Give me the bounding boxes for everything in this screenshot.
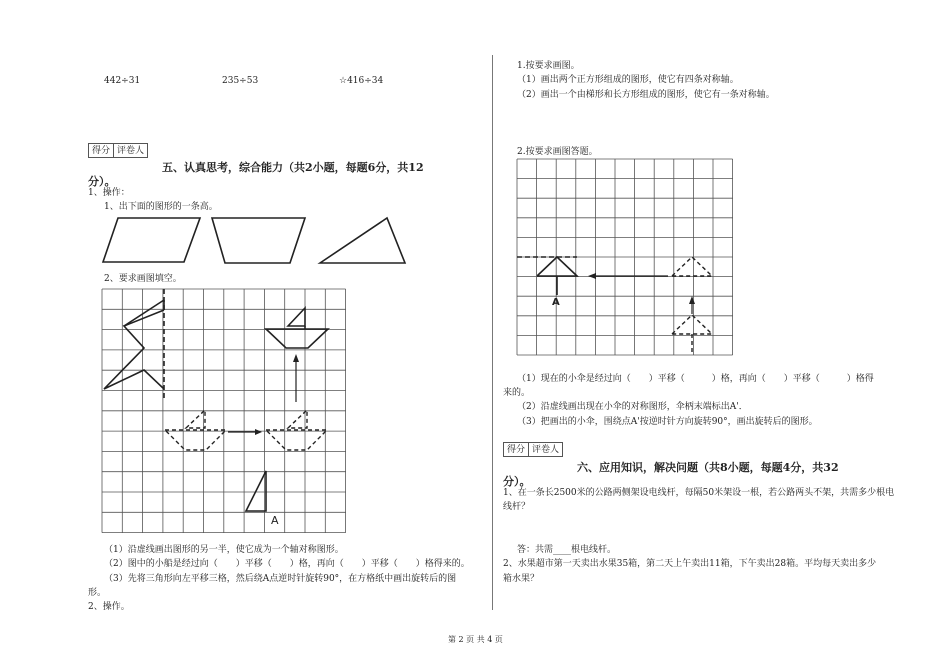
instruction-3: （3）先将三角形向左平移三格，然后绕A点逆时针旋转90°，在方格纸中画出旋转后的图 <box>104 574 457 584</box>
r-q2: 2、水果超市第一天卖出水果35箱，第二天上午卖出11箱，下午卖出28箱。平均每天卖出多少 <box>503 559 877 569</box>
r-a2: （2）沿虚线画出现在小伞的对称图形，伞柄末端标出A'． <box>517 402 748 412</box>
r-a1: （1）现在的小伞是经过向（ ）平移（ ）格，再向（ ）平移（ ）格得 <box>517 374 874 384</box>
page-footer: 第 2 页 共 4 页 <box>448 635 503 644</box>
division-2: 235÷53 <box>222 76 259 86</box>
section6-title: 六、应用知识，解决问题（共8小题，每题4分，共32 <box>577 461 839 474</box>
instruction-2: （2）图中的小船是经过向（ ）平移（ ）格，再向（ ）平移（ ）格得来的。 <box>104 559 470 569</box>
division-1: 442÷31 <box>104 76 141 86</box>
division-3: ☆416÷34 <box>339 76 384 86</box>
score-box-6 <box>503 442 563 457</box>
r-q1: 1、在一条长2500米的公路两侧架设电线杆，每隔50米架设一根，若公路两头不架，共需多少根电 <box>503 488 895 498</box>
r-p2: 2.按要求画图答题。 <box>517 147 598 157</box>
instruction-3-cont: 形。 <box>88 588 107 598</box>
grader-label: 评卷人 <box>117 146 145 156</box>
grader-label: 评卷人 <box>532 445 560 455</box>
instruction-1: （1）沿虚线画出图形的另一半，使它成为一个轴对称图形。 <box>104 545 344 555</box>
r-a1-cont: 来的。 <box>503 388 531 398</box>
umbrella-dashed-top <box>672 257 712 276</box>
section5-title: 五、认真思考，综合能力（共2小题，每题6分，共12 <box>162 161 424 174</box>
umbrella-solid <box>537 257 577 295</box>
point-a-label: A <box>271 514 279 527</box>
r-a3: （3）把画出的小伞，围绕点A'按逆时针方向旋转90°，画出旋转后的图形。 <box>517 417 818 427</box>
umbrella-dashed-bottom <box>672 315 712 354</box>
q2-label: 2、操作。 <box>88 602 130 612</box>
score-label: 得分 <box>504 443 529 456</box>
r-ans1: 答：共需____根电线杆。 <box>517 545 617 555</box>
r-q1-cont: 线杆？ <box>503 502 531 512</box>
q1-2-text: 2、要求画图填空。 <box>104 274 182 284</box>
r-q2-cont: 箱水果？ <box>503 574 540 584</box>
section5-title-cont: 分）。 <box>88 175 116 188</box>
q1-label: 1、操作： <box>88 188 130 198</box>
r-p1: 1.按要求画图。 <box>517 61 580 71</box>
section6-title-cont: 分）。 <box>503 475 531 488</box>
q1-1-text: 1、出下面的图形的一条高。 <box>104 202 218 212</box>
r-p1-2: （2）画出一个由梯形和长方形组成的图形，使它有一条对称轴。 <box>517 90 775 100</box>
score-label: 得分 <box>89 144 114 157</box>
r-p1-1: （1）画出两个正方形组成的图形，使它有四条对称轴。 <box>517 75 739 85</box>
point-a-label-right: A <box>552 297 560 308</box>
